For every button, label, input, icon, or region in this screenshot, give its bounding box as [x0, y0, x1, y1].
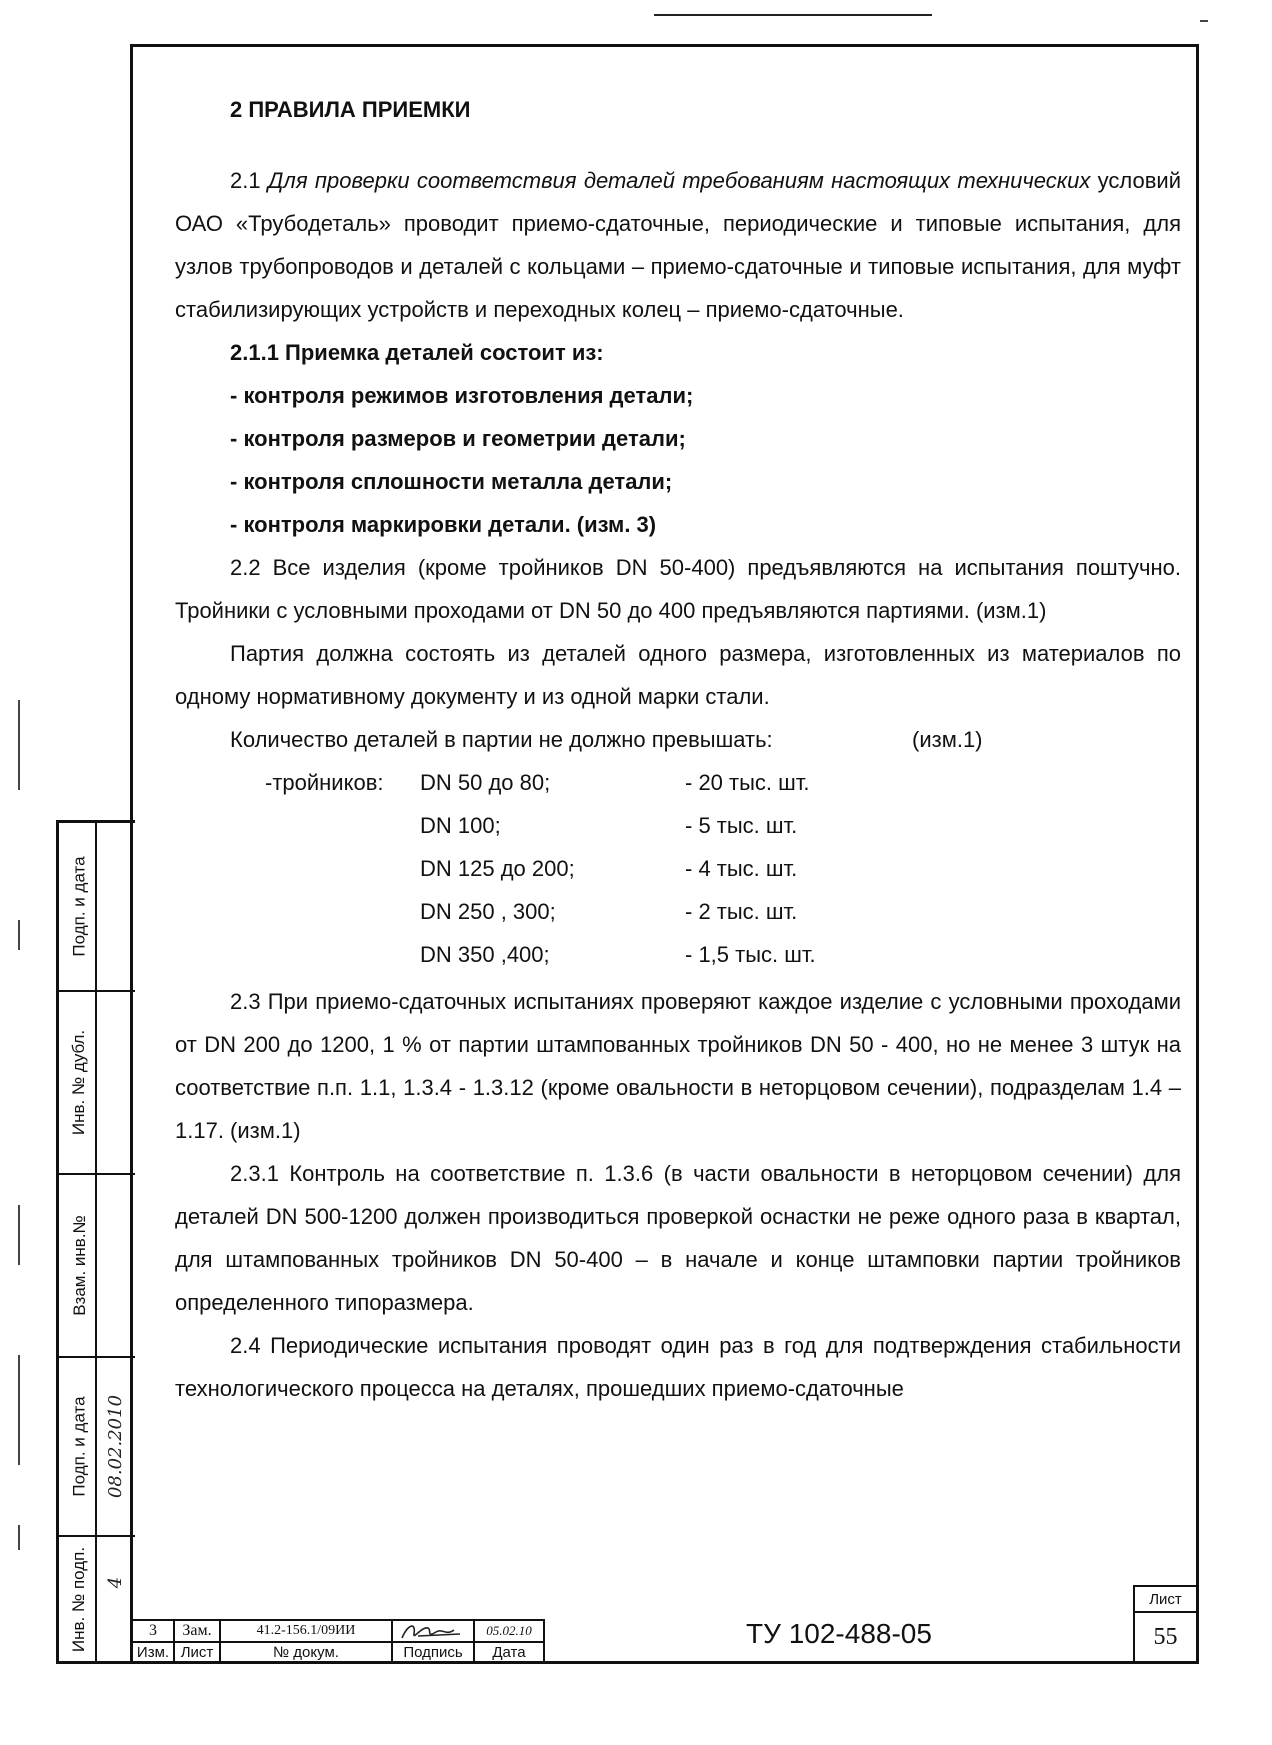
- revision-doc-number: 41.2-156.1/09ИИ: [256, 1623, 356, 1638]
- scan-dash-top: [1200, 20, 1208, 22]
- sheet-number: 55: [1153, 1623, 1178, 1650]
- stamp-inv-mark: 4: [105, 1576, 127, 1588]
- paragraph-2-4: 2.4 Периодические испытания проводят один раз в год для подтверждения стабильности технологического процесса на деталях, прошедших приемо-сдаточные: [175, 1333, 1181, 1401]
- signature-scribble: [398, 1620, 468, 1642]
- paragraph-2-1: 2.1 Для проверки соответствия деталей требованиям настоящих технических условий ОАО «Трубодеталь» проводит приемо-сдаточные, периодические и типовые испытания, для узлов трубопроводов и деталей с кольцами – приемо-сдаточные и типовые испытания, для муфт стабилизирующих устройств и переходных колец – приемо-сдаточные.: [175, 168, 1181, 322]
- revision-signature: [393, 1619, 473, 1643]
- header-date: Дата: [492, 1643, 526, 1661]
- stamp-signature-date: 08.02.2010: [105, 1394, 127, 1499]
- list-item: - контроля размеров и геометрии детали;: [230, 426, 686, 451]
- paragraph-2-2: 2.2 Все изделия (кроме тройников DN 50-400) предъявляются на испытания поштучно. Тройники с условными проходами от DN 50 до 400 предъявляются партиями. (изм.1): [175, 555, 1181, 623]
- quantity-row: DN 125 до 200; - 4 тыс. шт.: [420, 856, 798, 881]
- quantity-row: DN 100; - 5 тыс. шт.: [420, 813, 798, 838]
- scan-mark: [18, 1355, 20, 1465]
- revision-sheet: Зам.: [182, 1622, 212, 1639]
- scan-mark: [18, 920, 20, 950]
- paragraph-2-3-1: 2.3.1 Контроль на соответствие п. 1.3.6 (в части овальности в неторцовом сечении) для деталей DN 500-1200 должен производиться проверкой оснастки не реже одного раза в квартал, для штампованных тройников DN 50-400 – в начале и конце штамповки партии тройников определенного типоразмера.: [175, 1161, 1181, 1315]
- stamp-label-sign-date-1: Подп. и дата: [69, 856, 89, 957]
- header-sign: Подпись: [403, 1643, 463, 1661]
- section-heading: 2 ПРАВИЛА ПРИЕМКИ: [230, 97, 471, 122]
- paragraph-2-1-1: 2.1.1 Приемка деталей состоит из:: [230, 340, 604, 365]
- header-izm: Изм.: [136, 1643, 170, 1661]
- header-doc: № докум.: [273, 1643, 339, 1661]
- revision-number: 3: [149, 1622, 157, 1639]
- title-block: [133, 1590, 1196, 1661]
- quantity-row: -тройников: DN 50 до 80; - 20 тыс. шт.: [265, 770, 810, 795]
- scan-mark: [18, 1525, 20, 1550]
- scan-mark: [18, 700, 20, 790]
- paragraph-2-3: 2.3 При приемо-сдаточных испытаниях проверяют каждое изделие с условными проходами от DN 200 до 1200, 1 % от партии штампованных тройников DN 50 - 400, но не менее 3 штук на соответствие п.п. 1.1, 1.3.4 - 1.3.12 (кроме овальности в неторцовом сечении), подразделам 1.4 – 1.17. (изм.1): [175, 989, 1181, 1143]
- stamp-label-replace-inv: Взам. инв.№: [69, 1215, 89, 1316]
- stamp-label-sign-date-2: Подп. и дата: [69, 1396, 89, 1497]
- revision-date: 05.02.10: [486, 1623, 532, 1638]
- list-item: - контроля сплошности металла детали;: [230, 469, 673, 494]
- scan-mark: [18, 1205, 20, 1265]
- paragraph-batch: Партия должна состоять из деталей одного размера, изготовленных из материалов по одному нормативному документу и из одной марки стали.: [175, 641, 1181, 709]
- document-code: ТУ 102-488-05: [746, 1618, 932, 1649]
- document-body: [175, 88, 1181, 1410]
- quantity-header: Количество деталей в партии не должно превышать: (изм.1): [230, 727, 983, 752]
- list-item: - контроля маркировки детали. (изм. 3): [230, 512, 657, 537]
- sheet-label: Лист: [1149, 1590, 1182, 1608]
- list-item: - контроля режимов изготовления детали;: [230, 383, 694, 408]
- scan-line-top: [654, 14, 932, 16]
- side-stamp-strip: [56, 820, 135, 1664]
- stamp-label-dup-inv: Инв. № дубл.: [69, 1029, 89, 1136]
- stamp-label-orig-inv: Инв. № подп.: [69, 1546, 89, 1652]
- header-list: Лист: [180, 1643, 214, 1661]
- quantity-row: DN 350 ,400; - 1,5 тыс. шт.: [420, 942, 816, 967]
- quantity-row: DN 250 , 300; - 2 тыс. шт.: [420, 899, 798, 924]
